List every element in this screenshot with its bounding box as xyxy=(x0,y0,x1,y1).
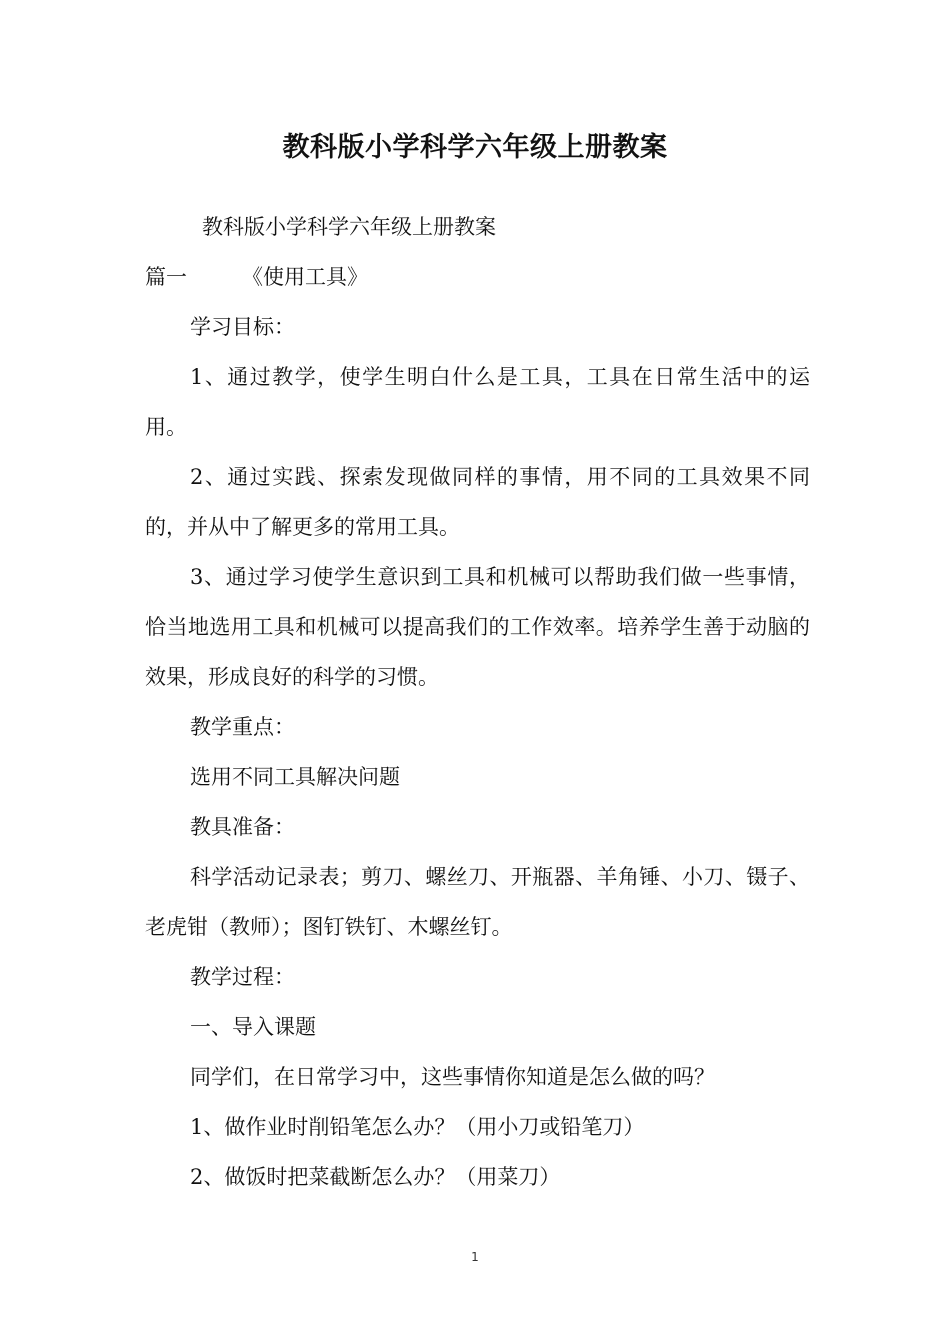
paragraph-process-heading: 教学过程： xyxy=(190,965,295,989)
paragraph-goal-3: 3、通过学习使学生意识到工具和机械可以帮助我们做一些事情，恰当地选用工具和机械可以提高我们的工作效率。培养学生善于动脑的效果，形成良好的科学的习惯。 xyxy=(145,565,810,689)
page-number: 1 xyxy=(471,1250,479,1264)
paragraph-materials-heading: 教具准备： xyxy=(190,815,295,839)
paragraph-question: 同学们，在日常学习中，这些事情你知道是怎么做的吗？ xyxy=(190,1065,715,1089)
paragraph-learning-goals: 学习目标： xyxy=(190,315,295,339)
paragraph-goal-1: 1、通过教学，使学生明白什么是工具，工具在日常生活中的运用。 xyxy=(145,365,810,439)
chapter-heading xyxy=(145,252,810,302)
paragraph-goal-2: 2、通过实践、探索发现做同样的事情，用不同的工具效果不同的，并从中了解更多的常用工具。 xyxy=(145,465,810,539)
paragraph-section-intro: 一、导入课题 xyxy=(190,1015,316,1039)
document-body xyxy=(145,202,810,1202)
document-subtitle: 教科版小学科学六年级上册教案 xyxy=(202,215,496,239)
paragraph-question-2: 2、做饭时把菜截断怎么办？（用菜刀） xyxy=(190,1165,561,1189)
paragraph-key-points: 选用不同工具解决问题 xyxy=(190,765,400,789)
chapter-name: 《使用工具》 xyxy=(242,265,368,289)
document-title: 教科版小学科学六年级上册教案 xyxy=(282,132,668,163)
paragraph-materials: 科学活动记录表；剪刀、螺丝刀、开瓶器、羊角锤、小刀、镊子、老虎钳（教师）；图钉铁钉、木螺丝钉。 xyxy=(145,865,810,939)
chapter-label: 篇一 xyxy=(145,265,187,289)
paragraph-question-1: 1、做作业时削铅笔怎么办？（用小刀或铅笔刀） xyxy=(190,1115,645,1139)
paragraph-key-points-heading: 教学重点： xyxy=(190,715,295,739)
